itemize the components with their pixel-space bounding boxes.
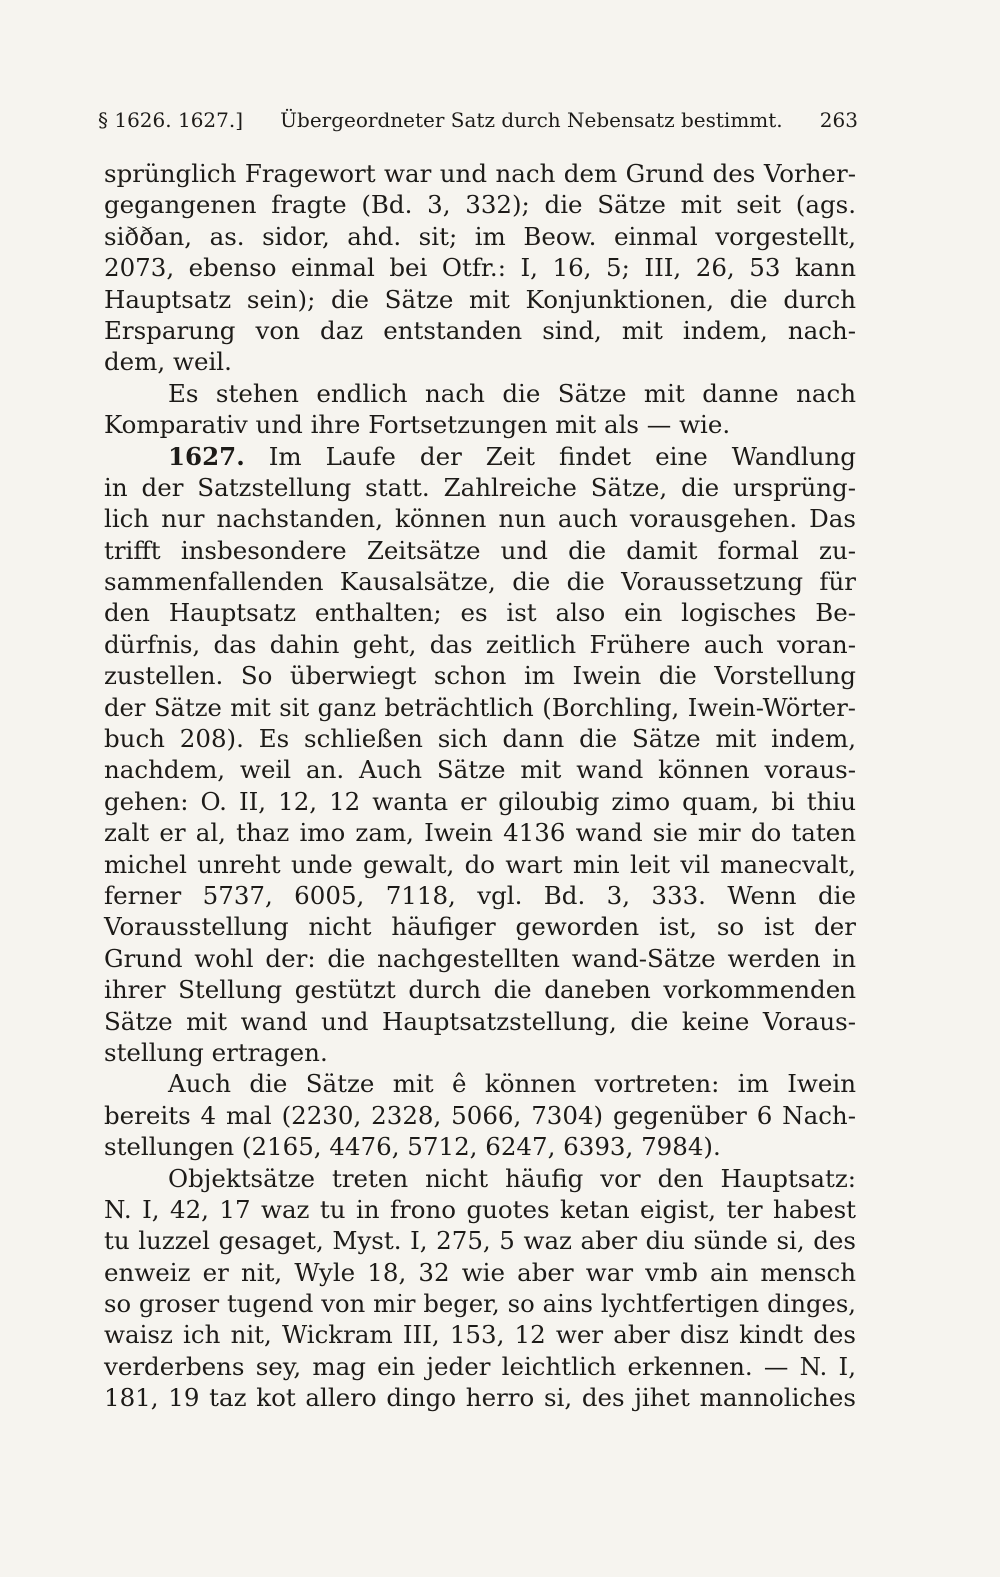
text-line: ihrer Stellung gestützt durch die daneben vorkommenden — [104, 975, 856, 1005]
text-line: sammenfallenden Kausalsätze, die die Voraussetzung für — [104, 567, 856, 597]
text-line: lich nur nachstanden, können nun auch vorausgehen. Das — [104, 504, 856, 534]
text-line: tu luzzel gesaget, Myst. I, 275, 5 waz aber diu sünde si, des — [104, 1226, 856, 1256]
text-line: zustellen. So überwiegt schon im Iwein die Vorstellung — [104, 661, 856, 691]
text-line: Vorausstellung nicht häufiger geworden ist, so ist der — [104, 912, 856, 942]
text-line: Im Laufe der Zeit findet eine Wandlung — [268, 441, 856, 471]
text-line: Auch die Sätze mit ê können vortreten: im Iwein — [168, 1069, 856, 1099]
text-line: siððan, as. sidor, ahd. sit; im Beow. einmal vorgestellt, — [104, 221, 856, 251]
text-line: Objektsätze treten nicht häufig vor den Hauptsatz: — [168, 1163, 856, 1193]
text-line: nachdem, weil an. Auch Sätze mit wand können voraus- — [104, 755, 856, 785]
text-line: gegangenen fragte (Bd. 3, 332); die Sätze mit seit (ags. — [104, 190, 856, 220]
text-line: 2073, ebenso einmal bei Otfr.: I, 16, 5; III, 26, 53 kann — [104, 253, 856, 283]
text-line: Hauptsatz sein); die Sätze mit Konjunktionen, die durch — [104, 284, 856, 314]
text-line: stellungen (2165, 4476, 5712, 6247, 6393, 7984). — [104, 1132, 721, 1162]
text-line: Sätze mit wand und Hauptsatzstellung, die keine Voraus- — [104, 1006, 856, 1036]
text-line: so groser tugend von mir beger, so ains lychtfertigen dinges, — [104, 1289, 856, 1319]
text-line: stellung ertragen. — [104, 1037, 328, 1067]
text-line: Komparativ und ihre Fortsetzungen mit als — wie. — [104, 410, 731, 440]
text-line: der Sätze mit sit ganz beträchtlich (Borchling, Iwein-Wörter- — [104, 692, 856, 722]
text-line: bereits 4 mal (2230, 2328, 5066, 7304) gegenüber 6 Nach- — [104, 1100, 856, 1130]
text-line: dem, weil. — [104, 347, 232, 377]
running-header — [98, 108, 858, 132]
text-line: Grund wohl der: die nachgestellten wand-Sätze werden in — [104, 943, 856, 973]
text-line: zalt er al, thaz imo zam, Iwein 4136 wand sie mir do taten — [104, 818, 856, 848]
text-line: ferner 5737, 6005, 7118, vgl. Bd. 3, 333. Wenn die — [104, 880, 856, 910]
text-line: Ersparung von daz entstanden sind, mit indem, nach- — [104, 315, 856, 345]
text-line: enweiz er nit, Wyle 18, 32 wie aber war vmb ain mensch — [104, 1257, 856, 1287]
text-line: in der Satzstellung statt. Zahlreiche Sätze, die ursprüng- — [104, 472, 856, 502]
text-line: sprünglich Fragewort war und nach dem Grund des Vorher- — [104, 159, 856, 188]
text-line: den Hauptsatz enthalten; es ist also ein logisches Be- — [104, 598, 856, 628]
text-line: 181, 19 taz kot allero dingo herro si, des jihet mannoliches — [104, 1383, 856, 1413]
text-line: buch 208). Es schließen sich dann die Sätze mit indem, — [104, 724, 856, 754]
section-first-line — [104, 441, 856, 472]
text-line: waisz ich nit, Wickram III, 153, 12 wer aber disz kindt des — [104, 1320, 856, 1350]
text-line: N. I, 42, 17 waz tu in frono guotes ketan eigist, ter habest — [104, 1194, 856, 1224]
text-line: verderbens sey, mag ein jeder leichtlich erkennen. — N. I, — [104, 1351, 856, 1381]
text-line: gehen: O. II, 12, 12 wanta er giloubig zimo quam, bi thiu — [104, 786, 856, 816]
text-line: trifft insbesondere Zeitsätze und die damit formal zu- — [104, 535, 856, 565]
section-number: 1627. — [168, 441, 245, 471]
text-line: Es stehen endlich nach die Sätze mit danne nach — [168, 378, 856, 408]
header-title: Übergeordneter Satz durch Nebensatz bestimmt. — [280, 108, 783, 132]
page-number: 263 — [819, 108, 858, 132]
text-line: michel unreht unde gewalt, do wart min leit vil manecvalt, — [104, 849, 856, 879]
text-line: dürfnis, das dahin geht, das zeitlich Frühere auch voran- — [104, 629, 856, 659]
header-section: § 1626. 1627.] — [98, 108, 244, 132]
body-text — [104, 158, 856, 1414]
